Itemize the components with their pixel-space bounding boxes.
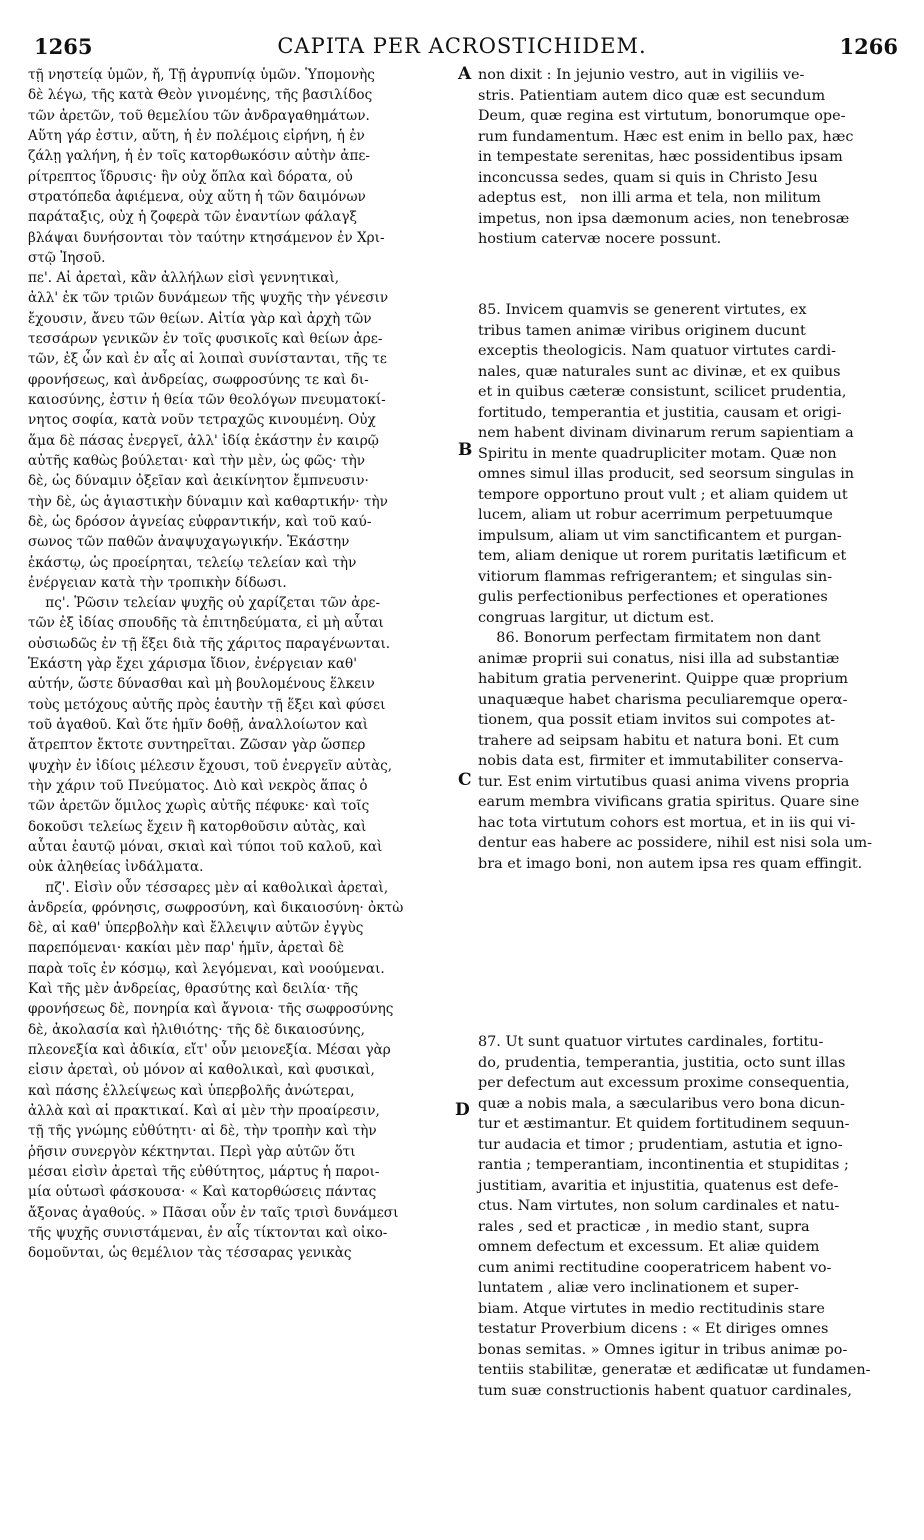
text-line: δὲ, ὡς δύναμιν ὀξεῖαν καὶ ἀεικίνητον ἔμπνευσιν· <box>28 473 369 490</box>
text-line: cum animi rectitudine cooperatricem habent vo- <box>478 1259 832 1276</box>
text-line: et in quibus cæteræ consistunt, scilicet prudentia, <box>478 384 847 400</box>
text-line: τῇ τῆς γνώμης εὐθύτητι· αἱ δὲ, τὴν τροπὴν καὶ τὴν <box>28 1123 377 1140</box>
text-line: τῶν ἀρετῶν ὅμιλος χωρὶς αὐτῆς πέφυκε· καὶ τοῖς <box>28 798 370 815</box>
text-line: πλεονεξία καὶ ἀδικία, εἴτ' οὖν μειονεξία. Μέσαι γὰρ <box>28 1042 391 1058</box>
text-line: rantia ; temperantiam, incontinentia et stupiditas ; <box>478 1157 849 1173</box>
text-line: adeptus est, non illi arma et tela, non militum <box>478 190 821 206</box>
text-line: tur et æstimantur. Et quidem fortitudinem sequun- <box>478 1116 850 1132</box>
text-line: τῶν, ἐξ ὧν καὶ ἐν αἷς αἱ λοιπαὶ συνίστανται, τῆς τε <box>28 351 387 368</box>
text-line: δὲ, αἱ καθ' ὑπερβολὴν καὶ ἔλλειψιν αὐτῶν ἐγγὺς <box>28 920 364 937</box>
text-line: Καὶ τῆς μὲν ἀνδρείας, θρασύτης καὶ δειλία· τῆς <box>28 981 359 998</box>
text-line: nobis data est, firmiter et immutabiliter conserva- <box>478 753 844 769</box>
text-line: tribus tamen animæ viribus originem ducunt <box>478 322 806 339</box>
text-line: rales , sed et practicæ , in medio stant, supra <box>478 1218 810 1235</box>
text-line: tempore opportuno prout vult ; et aliam quidem ut <box>478 486 848 503</box>
text-line: αὑτήν, ὥστε δύνασθαι καὶ μὴ βουλομένους ἕλκειν <box>28 676 375 693</box>
text-line: omnem defectum et excessum. Et aliæ quidem <box>478 1239 820 1255</box>
text-line: τεσσάρων γενικῶν ἐν τοῖς φυσικοῖς καὶ θείων ἀρε- <box>28 331 383 348</box>
text-line: gulis perfectionibus perfectiones et operationes <box>478 589 828 605</box>
text-line: βλάψαι δυνήσονται τὸν ταύτην κτησάμενον ἐν Χρι- <box>28 229 385 246</box>
text-line: tum suæ constructionis habent quatuor cardinales, <box>478 1382 852 1399</box>
text-line: omnes simul illas producit, sed seorsum singulas in <box>478 466 855 482</box>
text-line: πς'. Ῥῶσιν τελείαν ψυχῆς οὐ χαρίζεται τῶν ἀρε- <box>28 595 381 612</box>
text-line: impetus, non ipsa dæmonum acies, non tenebrosæ <box>478 210 850 227</box>
text-line: Deum, quæ regina est virtutum, bonorumque ope- <box>478 108 846 124</box>
text-line: δὲ, ὡς δρόσον ἁγνείας εὐφραντικήν, καὶ τοῦ καύ- <box>28 513 372 530</box>
text-line: αὗται ἑαυτῷ μόναι, σκιαὶ καὶ τύποι τοῦ καλοῦ, καὶ <box>28 838 383 855</box>
text-line: inconcussa sedes, quam si quis in Christo Jesu <box>478 169 818 186</box>
text-line: non dixit : In jejunio vestro, aut in vigiliis ve- <box>478 67 805 83</box>
text-line: tur. Est enim virtutibus quasi anima vivens propria <box>478 773 850 790</box>
text-line: testatur Proverbium dicens : « Et diriges omnes <box>478 1321 829 1337</box>
text-line: bra et imago boni, non autem ipsa res quam effingit. <box>478 855 863 872</box>
text-line: in tempestate serenitas, hæc possidentibus ipsam <box>478 149 843 165</box>
text-line: αὐτῆς καθὼς βούλεται· καὶ τὴν μὲν, ὡς φῶς· τὴν <box>28 452 365 469</box>
text-line: per defectum aut excessum proxime consequentia, <box>478 1075 850 1091</box>
text-line: luntatem , aliæ vero inclinationem et super- <box>478 1280 799 1296</box>
text-line: unaquæque habet charisma peculiaremque operα- <box>478 691 848 708</box>
text-line: fortitudo, temperantia et justitia, causam et origi- <box>478 404 842 421</box>
text-line: εἰσιν ἀρεταὶ, οὐ μόνον αἱ καθολικαὶ, καὶ φυσικαὶ, <box>28 1062 375 1079</box>
text-line: τῆς ψυχῆς συνιστάμεναι, ἐν αἷς τίκτονται καὶ οἰκο- <box>28 1224 388 1241</box>
text-line: σωνος τῶν παθῶν ἀναψυχαγωγικήν. Ἑκάστην <box>28 534 350 551</box>
text-line: ἀλλ' ἐκ τῶν τριῶν δυνάμεων τῆς ψυχῆς τὴν γένεσιν <box>28 290 389 307</box>
running-title: CAPITA PER ACROSTICHIDEM. <box>277 34 647 58</box>
text-line: tionem, qua possit etiam invitos sui compotes at- <box>478 712 836 728</box>
text-line: καὶ πάσης ἐλλείψεως καὶ ὑπερβολῆς ἀνώτεραι, <box>28 1082 355 1099</box>
text-line: μία οὑτωσὶ φάσκουσα· « Καὶ κατορθώσεις πάντας <box>28 1184 377 1201</box>
margin-letter-d: D <box>455 1100 470 1120</box>
text-line: δοκοῦσι τελείως ἔχειν ἢ κατορθοῦσιν αὐτὰς, καὶ <box>28 818 367 835</box>
text-line: ἀλλὰ καὶ αἱ πρακτικαί. Καὶ αἱ μὲν τὴν προαίρεσιν, <box>28 1102 380 1119</box>
text-line: τῶν ἀρετῶν, τοῦ θεμελίου τῶν ἀνδραγαθημάτων. <box>28 107 370 124</box>
text-line: τοὺς μετόχους αὐτῆς πρὸς ἑαυτὴν τῇ ἕξει καὶ φύσει <box>28 696 386 713</box>
latin-column-bottom <box>478 1032 900 1401</box>
text-line: 87. Ut sunt quatuor virtutes cardinales, fortitu- <box>478 1034 824 1050</box>
text-line: ἀνδρεία, φρόνησις, σωφροσύνη, καὶ δικαιοσύνη· ὀκτὼ <box>28 899 404 916</box>
text-line: hostium catervæ nocere possunt. <box>478 231 722 247</box>
text-line: ψυχὴν ἐν ἰδίοις μέλεσιν ἔχουσι, τοῦ ἐνεργεῖν αὐτὰς, <box>28 757 393 774</box>
text-line: nem habent divinam divinarum rerum sapientiam a <box>478 425 854 441</box>
text-line: justitiam, avaritia et injustitia, quatenus est defe- <box>478 1177 839 1194</box>
text-line: ἄτρεπτον ἔκτοτε συντηρεῖται. Ζῶσαν γὰρ ὥσπερ <box>28 737 366 754</box>
text-line: hac tota virtutum cohors est mortua, et in iis qui vi- <box>478 814 856 831</box>
latin-column-middle <box>478 300 900 874</box>
text-line: τὴν δὲ, ὡς ἁγιαστικὴν δύναμιν καὶ καθαρτικήν· τὴν <box>28 493 388 510</box>
text-line: ἄξονας ἀγαθούς. » Πᾶσαι οὖν ἐν ταῖς τρισὶ δυνάμεσι <box>28 1204 399 1221</box>
text-line: tur audacia et timor ; prudentiam, astutia et igno- <box>478 1136 843 1153</box>
text-line: φρονήσεως, καὶ ἀνδρείας, σωφροσύνης τε καὶ δι- <box>28 371 369 388</box>
text-line: lucem, aliam ut robur acerrimum perpetuumque <box>478 507 833 523</box>
text-line: παράταξις, οὐχ ἡ ζοφερὰ τῶν ἐναντίων φάλαγξ <box>28 209 357 226</box>
page-number-right: 1266 <box>839 34 898 59</box>
text-line: stris. Patientiam autem dico quæ est secundum <box>478 87 826 104</box>
text-line: 85. Invicem quamvis se generent virtutes, ex <box>478 302 807 318</box>
text-line: φρονήσεως δὲ, πονηρία καὶ ἄγνοια· τῆς σωφροσύνης <box>28 1001 394 1018</box>
text-line: animæ proprii sui conatus, nisi illa ad substantiæ <box>478 650 840 667</box>
text-line: οὐσιωδῶς ἐν τῇ ἕξει διὰ τῆς χάριτος παραγένωνται. <box>28 635 391 652</box>
text-line: δὲ λέγω, τῆς κατὰ Θεὸν γινομένης, τῆς βασιλίδος <box>28 87 373 104</box>
text-line: ζάλῃ γαλήνη, ἡ ἐν τοῖς κατορθωκόσιν αὐτὴν ἀπε- <box>28 148 371 165</box>
text-line: ρίτρεπτος ἵδρυσις· ἣν οὐχ ὅπλα καὶ δόρατα, οὐ <box>28 168 353 185</box>
text-line: καιοσύνης, ἐστιν ἡ θεία τῶν θεολόγων πνευματοκί- <box>28 392 386 408</box>
text-line: πε'. Αἱ ἀρεταὶ, κἂν ἀλλήλων εἰσὶ γεννητικαὶ, <box>28 270 340 287</box>
text-line: exceptis theologicis. Nam quatuor virtutes cardi- <box>478 343 837 359</box>
text-line: ctus. Nam virtutes, non solum cardinales et natu- <box>478 1198 840 1214</box>
text-line: do, prudentia, temperantia, justitia, octo sunt illas <box>478 1054 846 1071</box>
text-line: biam. Atque virtutes in medio rectitudinis stare <box>478 1300 825 1317</box>
text-line: quæ a nobis mala, a sæcularibus vero bona dicun- <box>478 1095 845 1112</box>
text-line: μέσαι εἰσὶν ἀρεταὶ τῆς εὐθύτητος, μάρτυς ἡ παροι- <box>28 1163 380 1180</box>
text-line: δὲ, ἀκολασία καὶ ἠλιθιότης· τῆς δὲ δικαιοσύνης, <box>28 1021 365 1038</box>
text-line: bonas semitas. » Omnes igitur in tribus animæ po- <box>478 1341 848 1358</box>
text-line: nales, quæ naturales sunt ac divinæ, et ex quibus <box>478 363 841 380</box>
text-line: rum fundamentum. Hæc est enim in bello pax, hæc <box>478 128 854 145</box>
text-line: ἐνέργειαν κατὰ τὴν τροπικὴν δίδωσι. <box>28 574 287 591</box>
text-line: Spiritu in mente quadrupliciter motam. Quæ non <box>478 445 837 462</box>
margin-letter-b: B <box>458 440 473 460</box>
text-line: τῶν ἐξ ἰδίας σπουδῆς τὰ ἐπιτηδεύματα, εἰ μὴ αὗται <box>28 615 384 632</box>
text-line: τὴν χάριν τοῦ Πνεύματος. Διὸ καὶ νεκρὸς ἅπας ὁ <box>28 777 368 794</box>
text-line: congruas largitur, ut dictum est. <box>478 609 715 626</box>
text-line: trahere ad seipsam habitu et natura boni. Et cum <box>478 732 840 749</box>
page-number-left: 1265 <box>34 34 93 59</box>
text-line: δομοῦνται, ὡς θεμέλιον τὰς τέσσαρας γενικὰς <box>28 1245 352 1262</box>
text-line: Ἑκάστη γὰρ ἔχει χάρισμα ἴδιον, ἐνέργειαν καθ' <box>28 656 357 673</box>
text-line: habitum gratia pervenerint. Quippe quæ proprium <box>478 671 848 687</box>
text-line: earum membra vivificans gratia spiritus. Quare sine <box>478 794 860 810</box>
text-line: τοῦ ἀγαθοῦ. Καὶ ὅτε ἡμῖν δοθῇ, ἀναλλοίωτον καὶ <box>28 717 369 733</box>
text-line: dentur eas habere ac possidere, nihil est nisi sola um- <box>478 835 873 851</box>
latin-column-top <box>478 65 900 250</box>
greek-column <box>28 65 463 1263</box>
text-line: tentiis stabilitæ, generatæ et ædificatæ ut fundamen- <box>478 1362 871 1378</box>
margin-letter-c: C <box>458 770 472 790</box>
margin-letter-a: A <box>458 64 472 84</box>
text-line: ἑκάστῳ, ὡς προείρηται, τελείῳ τελείαν καὶ τὴν <box>28 554 357 571</box>
text-line: 86. Bonorum perfectam firmitatem non dant <box>478 630 821 646</box>
text-line: στρατόπεδα ἀφιέμενα, οὐχ αὕτη ἡ τῶν δαιμόνων <box>28 188 366 205</box>
text-line: impulsum, aliam ut vim sanctificantem et purgan- <box>478 527 842 544</box>
text-line: παρεπόμεναι· κακίαι μὲν παρ' ἡμῖν, ἀρεταὶ δὲ <box>28 940 345 957</box>
text-line: στῷ Ἰησοῦ. <box>28 249 106 266</box>
text-line: vitiorum flammas refrigerantem; et singulas sin- <box>478 568 833 585</box>
text-line: Αὕτη γάρ ἐστιν, αὕτη, ἡ ἐν πολέμοις εἰρήνη, ἡ ἐν <box>28 127 365 144</box>
text-line: ἔχουσιν, ἄνευ τῶν θείων. Αἰτία γὰρ καὶ ἀρχὴ τῶν <box>28 310 372 327</box>
text-line: παρὰ τοῖς ἐν κόσμῳ, καὶ λεγόμεναι, καὶ νοούμεναι. <box>28 960 385 977</box>
text-line: νητος σοφία, κατὰ νοῦν τετραχῶς κινουμένη. Οὐχ <box>28 412 376 429</box>
text-line: ῥῆσιν συνεργὸν κέκτηνται. Περὶ γὰρ αὐτῶν ὅτι <box>28 1143 356 1160</box>
text-line: οὐκ ἀληθείας ἰνδάλματα. <box>28 859 204 876</box>
text-line: τῇ νηστείᾳ ὑμῶν, ἤ, Τῇ ἀγρυπνίᾳ ὑμῶν. Ὑπομονὴς <box>28 67 375 83</box>
text-line: ἅμα δὲ πάσας ἐνεργεῖ, ἀλλ' ἰδίᾳ ἑκάστην ἐν καιρῷ <box>28 432 379 449</box>
text-line: πζ'. Εἰσὶν οὖν τέσσαρες μὲν αἱ καθολικαὶ ἀρεταὶ, <box>28 879 389 896</box>
text-line: tem, aliam denique ut rorem puritatis lætificum et <box>478 548 847 564</box>
